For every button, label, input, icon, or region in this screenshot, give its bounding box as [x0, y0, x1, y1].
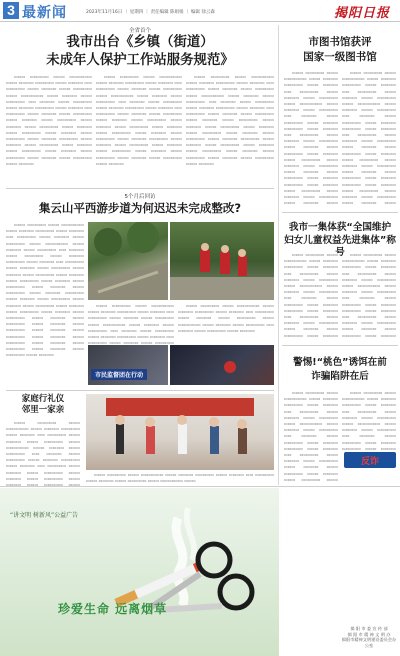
- divider: [6, 188, 274, 189]
- anti-fraud-logo: [344, 452, 396, 468]
- library-headline-line1[interactable]: 市图书馆获评: [308, 36, 372, 48]
- ad-slogan: 珍爱生命 远离烟草: [58, 602, 168, 616]
- divider: [6, 390, 274, 391]
- divider: [282, 345, 398, 346]
- lead-body-col2: ▭▭▭ ▭▭▭▭▭ ▭▭▭ ▭▭▭▭▭▭ ▭▭▭ ▭▭▭▭ ▭▭▭▭▭ ▭▭▭ ▭▭▭▭ ▭▭ ▭▭▭▭▭ ▭▭▭ ▭▭▭▭ ▭▭▭ ▭▭▭▭▭ ▭▭▭ ▭▭▭▭▭▭ ▭▭▭ ▭▭▭▭ ▭▭▭ ▭▭▭▭▭ ▭▭ ▭▭▭▭ ▭▭▭ ▭▭▭▭▭ ▭▭▭ ▭▭▭▭ ▭▭▭▭▭ ▭▭▭ ▭▭▭▭ ▭▭ ▭▭▭▭▭ ▭▭▭ ▭▭▭▭ ▭▭▭ ▭▭▭▭▭ ▭▭▭ ▭▭▭▭ ▭▭▭ ▭▭▭▭▭ ▭▭▭ ▭▭▭▭ ▭▭▭ ▭▭▭▭▭ ▭▭▭ ▭▭▭▭ ▭▭▭ ▭▭▭▭▭ ▭▭▭ ▭▭▭▭ ▭▭▭ ▭▭▭▭▭ ▭▭▭ ▭▭▭▭ ▭▭▭▭▭ ▭▭▭ ▭▭▭▭ ▭▭▭ ▭▭▭▭▭ ▭▭▭ ▭▭▭▭ ▭▭▭ ▭▭▭▭▭ ▭▭▭ ▭▭▭▭ ▭▭▭ ▭▭▭▭▭ ▭▭▭ ▭▭▭▭ ▭▭▭ ▭▭▭▭▭ ▭▭▭ ▭▭▭▭: [96, 74, 182, 166]
- children-headline-line1[interactable]: 我市一集体获“全国维护: [288, 222, 392, 233]
- lead-headline-line1[interactable]: 我市出台《乡镇（街道）: [66, 35, 214, 50]
- trail-inspectors-photo: [170, 222, 274, 300]
- sponsor-line: 揭 阳 市 委 宣 传 部: [350, 626, 388, 631]
- pingshan-headline[interactable]: 集云山平西游步道为何迟迟未完成整改?: [38, 201, 242, 215]
- fraud-body-col1: ▭▭▭ ▭▭▭▭▭ ▭▭▭ ▭▭▭▭▭▭ ▭▭▭ ▭▭▭▭ ▭▭▭▭▭ ▭▭▭ ▭▭▭▭ ▭▭ ▭▭▭▭▭ ▭▭▭ ▭▭▭▭ ▭▭▭ ▭▭▭▭▭ ▭▭▭ ▭▭▭▭▭▭ ▭▭▭ ▭▭▭▭ ▭▭▭ ▭▭▭▭▭ ▭▭ ▭▭▭▭ ▭▭▭ ▭▭▭▭▭ ▭▭▭ ▭▭▭▭ ▭▭▭▭▭ ▭▭▭ ▭▭▭▭ ▭▭ ▭▭▭▭▭ ▭▭▭ ▭▭▭▭ ▭▭▭ ▭▭▭▭▭ ▭▭▭ ▭▭▭▭ ▭▭▭ ▭▭▭▭▭ ▭▭▭ ▭▭▭▭ ▭▭▭ ▭▭▭▭▭ ▭▭▭: [284, 390, 338, 482]
- page-meta: 2023年11月16日 ｜ 星期四 ｜ 责任编辑 陈娟娟 ｜ 编辑 徐云森: [86, 10, 215, 15]
- lead-body-col3: ▭▭▭ ▭▭▭▭▭ ▭▭▭ ▭▭▭▭▭▭ ▭▭▭ ▭▭▭▭ ▭▭▭▭▭ ▭▭▭ ▭▭▭▭ ▭▭ ▭▭▭▭▭ ▭▭▭ ▭▭▭▭ ▭▭▭ ▭▭▭▭▭ ▭▭▭ ▭▭▭▭▭▭ ▭▭▭ ▭▭▭▭ ▭▭▭ ▭▭▭▭▭ ▭▭ ▭▭▭▭ ▭▭▭ ▭▭▭▭▭ ▭▭▭ ▭▭▭▭ ▭▭▭▭▭ ▭▭▭ ▭▭▭▭ ▭▭ ▭▭▭▭▭ ▭▭▭ ▭▭▭▭ ▭▭▭ ▭▭▭▭▭ ▭▭▭ ▭▭▭▭ ▭▭▭ ▭▭▭▭▭ ▭▭▭ ▭▭▭▭ ▭▭▭ ▭▭▭▭▭ ▭▭▭ ▭▭▭▭ ▭▭▭ ▭▭▭▭▭ ▭▭▭ ▭▭▭▭ ▭▭▭ ▭▭▭▭▭ ▭▭▭ ▭▭▭▭ ▭▭▭▭▭ ▭▭▭ ▭▭▭▭ ▭▭▭ ▭▭▭▭▭ ▭▭▭ ▭▭▭▭ ▭▭▭ ▭▭▭▭▭ ▭▭▭ ▭▭▭▭ ▭▭▭ ▭▭▭▭▭ ▭▭▭ ▭▭▭▭ ▭▭▭ ▭▭▭▭▭ ▭▭▭ ▭▭▭▭: [186, 74, 274, 166]
- pingshan-body-col2: ▭▭▭ ▭▭▭▭▭ ▭▭▭ ▭▭▭▭▭▭ ▭▭▭ ▭▭▭▭ ▭▭▭▭▭ ▭▭▭ ▭▭▭▭ ▭▭ ▭▭▭▭▭ ▭▭▭ ▭▭▭▭ ▭▭▭ ▭▭▭▭▭ ▭▭▭ ▭▭▭▭▭▭ ▭▭▭ ▭▭▭▭ ▭▭▭ ▭▭▭▭▭ ▭▭ ▭▭▭▭ ▭▭▭ ▭▭▭▭▭ ▭▭▭ ▭▭▭▭ ▭▭▭▭▭ ▭▭▭ ▭▭▭▭ ▭▭ ▭▭▭▭▭ ▭▭▭ ▭▭▭▭ ▭▭▭ ▭▭▭▭▭: [88, 303, 174, 346]
- lead-kicker: 全省首个: [128, 28, 151, 34]
- anti-fraud-label: 反诈: [360, 457, 379, 467]
- column-divider: [278, 25, 279, 485]
- divider: [0, 486, 400, 487]
- pingshan-kicker: 5个月后回访: [124, 194, 156, 200]
- sponsor-line: 揭 阳 市 精 神 文 明 办: [347, 631, 391, 637]
- trail-photo-left: [88, 222, 168, 300]
- page-number-badge: 3: [3, 2, 19, 19]
- children-body-col1: ▭▭▭ ▭▭▭▭▭ ▭▭▭ ▭▭▭▭▭▭ ▭▭▭ ▭▭▭▭ ▭▭▭▭▭ ▭▭▭ ▭▭▭▭ ▭▭ ▭▭▭▭▭ ▭▭▭ ▭▭▭▭ ▭▭▭ ▭▭▭▭▭ ▭▭▭ ▭▭▭▭▭▭ ▭▭▭ ▭▭▭▭ ▭▭▭ ▭▭▭▭▭ ▭▭ ▭▭▭▭ ▭▭▭ ▭▭▭▭▭ ▭▭▭ ▭▭▭▭ ▭▭▭▭▭ ▭▭▭ ▭▭▭▭ ▭▭ ▭▭▭▭▭ ▭▭▭ ▭▭▭▭ ▭▭▭ ▭▭▭▭▭ ▭▭▭ ▭▭▭▭ ▭▭▭ ▭▭▭▭▭ ▭▭▭ ▭▭▭▭: [284, 252, 338, 338]
- family-event-photo: [86, 394, 274, 470]
- newspaper-masthead: 揭阳日报: [333, 6, 390, 21]
- lead-body-col1: ▭▭▭ ▭▭▭▭▭ ▭▭▭ ▭▭▭▭▭▭ ▭▭▭ ▭▭▭▭ ▭▭▭▭▭ ▭▭▭ ▭▭▭▭ ▭▭ ▭▭▭▭▭ ▭▭▭ ▭▭▭▭ ▭▭▭ ▭▭▭▭▭ ▭▭▭ ▭▭▭▭▭▭ ▭▭▭ ▭▭▭▭ ▭▭▭ ▭▭▭▭▭ ▭▭ ▭▭▭▭ ▭▭▭ ▭▭▭▭▭ ▭▭▭ ▭▭▭▭ ▭▭▭▭▭ ▭▭▭ ▭▭▭▭ ▭▭ ▭▭▭▭▭ ▭▭▭ ▭▭▭▭ ▭▭▭ ▭▭▭▭▭ ▭▭▭ ▭▭▭▭ ▭▭▭ ▭▭▭▭▭ ▭▭▭ ▭▭▭▭ ▭▭▭ ▭▭▭▭▭ ▭▭▭ ▭▭▭▭ ▭▭▭ ▭▭▭▭▭ ▭▭▭ ▭▭▭▭ ▭▭▭ ▭▭▭▭▭ ▭▭▭ ▭▭▭▭ ▭▭▭▭▭ ▭▭▭ ▭▭▭▭ ▭▭▭ ▭▭▭▭▭ ▭▭▭ ▭▭▭▭ ▭▭▭ ▭▭▭▭▭ ▭▭▭ ▭▭▭▭ ▭▭▭ ▭▭▭▭▭ ▭▭▭ ▭▭▭▭ ▭▭▭ ▭▭▭▭▭ ▭▭▭ ▭▭▭▭: [6, 74, 92, 166]
- ad-tag: “讲文明 树新风”公益广告: [10, 512, 79, 519]
- family-headline-line2[interactable]: 邻里一家亲: [21, 405, 65, 415]
- fraud-headline-line2[interactable]: 诈骗陷阱在后: [311, 371, 369, 382]
- library-body-col2: ▭▭▭ ▭▭▭▭▭ ▭▭▭ ▭▭▭▭▭▭ ▭▭▭ ▭▭▭▭ ▭▭▭▭▭ ▭▭▭ ▭▭▭▭ ▭▭ ▭▭▭▭▭ ▭▭▭ ▭▭▭▭ ▭▭▭ ▭▭▭▭▭ ▭▭▭ ▭▭▭▭▭▭ ▭▭▭ ▭▭▭▭ ▭▭▭ ▭▭▭▭▭ ▭▭ ▭▭▭▭ ▭▭▭ ▭▭▭▭▭ ▭▭▭ ▭▭▭▭ ▭▭▭▭▭ ▭▭▭ ▭▭▭▭ ▭▭ ▭▭▭▭▭ ▭▭▭ ▭▭▭▭ ▭▭▭ ▭▭▭▭▭ ▭▭▭ ▭▭▭▭ ▭▭▭ ▭▭▭▭▭ ▭▭▭ ▭▭▭▭ ▭▭▭ ▭▭▭▭▭ ▭▭▭ ▭▭▭▭ ▭▭▭ ▭▭▭▭▭ ▭▭▭ ▭▭▭▭ ▭▭▭ ▭▭▭▭▭ ▭▭▭ ▭▭▭▭ ▭▭▭▭▭ ▭▭▭ ▭▭▭▭ ▭▭▭ ▭▭▭▭▭ ▭▭▭ ▭▭▭▭ ▭▭▭ ▭▭▭▭▭ ▭▭▭ ▭▭▭▭ ▭▭▭: [342, 70, 396, 205]
- library-headline-line2[interactable]: 国家一级图书馆: [303, 51, 377, 63]
- family-body-col1: ▭▭▭ ▭▭▭▭▭ ▭▭▭ ▭▭▭▭▭▭ ▭▭▭ ▭▭▭▭ ▭▭▭▭▭ ▭▭▭ ▭▭▭▭ ▭▭ ▭▭▭▭▭ ▭▭▭ ▭▭▭▭ ▭▭▭ ▭▭▭▭▭ ▭▭▭ ▭▭▭▭▭▭ ▭▭▭ ▭▭▭▭ ▭▭▭ ▭▭▭▭▭ ▭▭ ▭▭▭▭ ▭▭▭ ▭▭▭▭▭ ▭▭▭ ▭▭▭▭ ▭▭▭▭▭ ▭▭▭ ▭▭▭▭ ▭▭ ▭▭▭▭▭ ▭▭▭ ▭▭▭▭ ▭▭▭ ▭▭▭▭▭ ▭▭▭ ▭▭▭▭ ▭▭▭ ▭▭▭▭▭ ▭▭▭ ▭▭▭▭ ▭▭▭ ▭▭▭▭▭ ▭▭▭: [6, 420, 80, 486]
- library-body-col1: ▭▭▭ ▭▭▭▭▭ ▭▭▭ ▭▭▭▭▭▭ ▭▭▭ ▭▭▭▭ ▭▭▭▭▭ ▭▭▭ ▭▭▭▭ ▭▭ ▭▭▭▭▭ ▭▭▭ ▭▭▭▭ ▭▭▭ ▭▭▭▭▭ ▭▭▭ ▭▭▭▭▭▭ ▭▭▭ ▭▭▭▭ ▭▭▭ ▭▭▭▭▭ ▭▭ ▭▭▭▭ ▭▭▭ ▭▭▭▭▭ ▭▭▭ ▭▭▭▭ ▭▭▭▭▭ ▭▭▭ ▭▭▭▭ ▭▭ ▭▭▭▭▭ ▭▭▭ ▭▭▭▭ ▭▭▭ ▭▭▭▭▭ ▭▭▭ ▭▭▭▭ ▭▭▭ ▭▭▭▭▭ ▭▭▭ ▭▭▭▭ ▭▭▭ ▭▭▭▭▭ ▭▭▭ ▭▭▭▭ ▭▭▭ ▭▭▭▭▭ ▭▭▭ ▭▭▭▭ ▭▭▭ ▭▭▭▭▭ ▭▭▭ ▭▭▭▭ ▭▭▭▭▭ ▭▭▭ ▭▭▭▭ ▭▭▭ ▭▭▭▭▭ ▭▭▭ ▭▭▭▭ ▭▭▭ ▭▭▭▭▭ ▭▭▭ ▭▭▭▭ ▭▭▭: [284, 70, 338, 205]
- family-body-col2: ▭▭▭ ▭▭▭▭▭ ▭▭▭ ▭▭▭▭▭▭ ▭▭▭ ▭▭▭▭ ▭▭▭▭▭ ▭▭▭ ▭▭▭▭ ▭▭ ▭▭▭▭▭ ▭▭▭ ▭▭▭▭ ▭▭▭ ▭▭▭▭▭ ▭▭▭ ▭▭▭▭▭▭ ▭▭▭: [86, 472, 274, 484]
- lead-headline-line2[interactable]: 未成年人保护工作站服务规范》: [46, 53, 234, 68]
- divider: [282, 212, 398, 213]
- trail-dark-photo: [170, 345, 274, 385]
- children-body-col2: ▭▭▭ ▭▭▭▭▭ ▭▭▭ ▭▭▭▭▭▭ ▭▭▭ ▭▭▭▭ ▭▭▭▭▭ ▭▭▭ ▭▭▭▭ ▭▭ ▭▭▭▭▭ ▭▭▭ ▭▭▭▭ ▭▭▭ ▭▭▭▭▭ ▭▭▭ ▭▭▭▭▭▭ ▭▭▭ ▭▭▭▭ ▭▭▭ ▭▭▭▭▭ ▭▭ ▭▭▭▭ ▭▭▭ ▭▭▭▭▭ ▭▭▭ ▭▭▭▭ ▭▭▭▭▭ ▭▭▭ ▭▭▭▭ ▭▭ ▭▭▭▭▭ ▭▭▭ ▭▭▭▭ ▭▭▭ ▭▭▭▭▭ ▭▭▭ ▭▭▭▭ ▭▭▭ ▭▭▭▭▭ ▭▭▭ ▭▭▭▭: [342, 252, 396, 338]
- family-headline-line1[interactable]: 家庭行礼仪: [21, 394, 65, 404]
- pingshan-body-col3: ▭▭▭ ▭▭▭▭▭ ▭▭▭ ▭▭▭▭▭▭ ▭▭▭ ▭▭▭▭ ▭▭▭▭▭ ▭▭▭ ▭▭▭▭ ▭▭ ▭▭▭▭▭ ▭▭▭ ▭▭▭▭ ▭▭▭ ▭▭▭▭▭ ▭▭▭ ▭▭▭▭▭▭ ▭▭▭ ▭▭▭▭ ▭▭▭ ▭▭▭▭▭ ▭▭ ▭▭▭▭ ▭▭▭ ▭▭▭▭▭ ▭▭▭ ▭▭▭▭: [178, 303, 274, 333]
- sponsor-info: [340, 626, 398, 648]
- page-section-name: 最新闻: [22, 5, 67, 21]
- fraud-headline-line1[interactable]: 警惕!“桃色”诱饵在前: [293, 357, 387, 368]
- sponsor-line: 揭阳市精神文明建设委员会办公室: [341, 637, 397, 648]
- page-header: [0, 0, 400, 22]
- inspection-caption: 市民监督团在行动: [91, 369, 147, 380]
- pingshan-body-col1: ▭▭▭ ▭▭▭▭▭ ▭▭▭ ▭▭▭▭▭▭ ▭▭▭ ▭▭▭▭ ▭▭▭▭▭ ▭▭▭ ▭▭▭▭ ▭▭ ▭▭▭▭▭ ▭▭▭ ▭▭▭▭ ▭▭▭ ▭▭▭▭▭ ▭▭▭ ▭▭▭▭▭▭ ▭▭▭ ▭▭▭▭ ▭▭▭ ▭▭▭▭▭ ▭▭ ▭▭▭▭ ▭▭▭ ▭▭▭▭▭ ▭▭▭ ▭▭▭▭ ▭▭▭▭▭ ▭▭▭ ▭▭▭▭ ▭▭ ▭▭▭▭▭ ▭▭▭ ▭▭▭▭ ▭▭▭ ▭▭▭▭▭ ▭▭▭ ▭▭▭▭ ▭▭▭ ▭▭▭▭▭ ▭▭▭ ▭▭▭▭ ▭▭▭ ▭▭▭▭▭ ▭▭▭ ▭▭▭▭ ▭▭▭ ▭▭▭▭▭ ▭▭▭ ▭▭▭▭ ▭▭▭ ▭▭▭▭▭ ▭▭▭ ▭▭▭▭ ▭▭▭▭▭ ▭▭▭ ▭▭▭▭ ▭▭▭ ▭▭▭▭▭ ▭▭▭ ▭▭▭▭ ▭▭▭ ▭▭▭▭▭ ▭▭▭ ▭▭▭▭ ▭▭▭ ▭▭▭▭▭ ▭▭▭ ▭▭▭▭ ▭▭▭ ▭▭▭▭▭ ▭▭▭ ▭▭▭▭ ▭▭▭ ▭▭▭▭▭ ▭▭▭ ▭▭▭▭ ▭▭▭ ▭▭▭▭▭ ▭▭▭ ▭▭▭▭ ▭▭▭ ▭▭▭▭▭ ▭▭▭ ▭▭▭▭ ▭▭▭ ▭▭▭▭▭ ▭▭▭ ▭▭▭▭ ▭▭▭ ▭▭▭▭▭ ▭▭▭ ▭▭▭▭ ▭▭▭ ▭▭▭▭▭ ▭▭▭ ▭▭▭▭: [6, 222, 84, 358]
- children-headline-line2[interactable]: 妇女儿童权益先进集体”称号: [284, 235, 396, 258]
- fraud-body-col2: ▭▭▭ ▭▭▭▭▭ ▭▭▭ ▭▭▭▭▭▭ ▭▭▭ ▭▭▭▭ ▭▭▭▭▭ ▭▭▭ ▭▭▭▭ ▭▭ ▭▭▭▭▭ ▭▭▭ ▭▭▭▭ ▭▭▭ ▭▭▭▭▭ ▭▭▭ ▭▭▭▭▭▭ ▭▭▭ ▭▭▭▭ ▭▭▭ ▭▭▭▭▭ ▭▭ ▭▭▭▭ ▭▭▭ ▭▭▭▭▭ ▭▭▭ ▭▭▭▭ ▭▭▭▭▭ ▭▭▭ ▭▭▭▭: [342, 390, 396, 450]
